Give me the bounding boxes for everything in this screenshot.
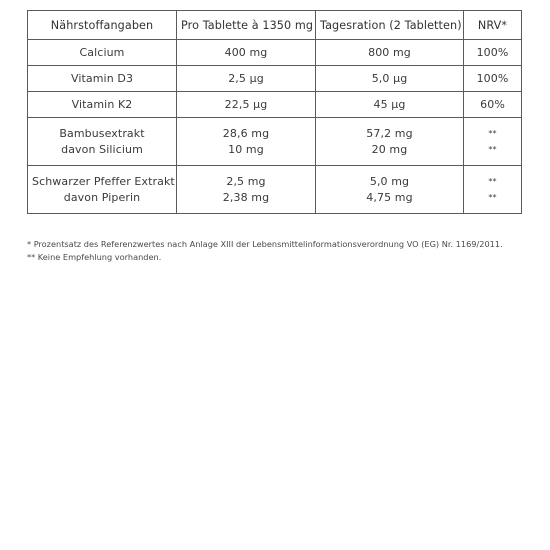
footnote-no-recommendation: ** Keine Empfehlung vorhanden. — [27, 251, 162, 262]
per-day-sub-line: 4,75 mg — [366, 190, 413, 204]
per-tablet-line: 400 mg — [224, 45, 268, 59]
table-row — [28, 118, 522, 166]
nrv-line: 100% — [476, 71, 509, 85]
nutrient-name — [28, 92, 177, 118]
nutrition-table — [27, 10, 522, 214]
nutrient-name-line: Vitamin D3 — [70, 71, 134, 85]
nutrient-sub-name-line: davon Silicium — [61, 142, 143, 156]
nrv-line: ** — [488, 128, 497, 138]
per-tablet-value — [177, 66, 316, 92]
per-tablet-line: 2,5 mg — [226, 174, 266, 188]
per-day-value — [316, 40, 464, 66]
per-day-line: 5,0 µg — [371, 71, 408, 85]
nrv-line: 100% — [476, 45, 509, 59]
per-tablet-sub-line: 2,38 mg — [222, 190, 270, 204]
per-day-value — [316, 92, 464, 118]
nrv-line: ** — [488, 176, 497, 186]
table-row — [28, 92, 522, 118]
nrv-value — [464, 40, 522, 66]
per-day-line: 45 µg — [373, 97, 406, 111]
table-header-row — [28, 11, 522, 40]
nutrient-name — [28, 40, 177, 66]
per-day-sub-line: 20 mg — [371, 142, 408, 156]
nrv-value — [464, 118, 522, 166]
header-per-tablet: Pro Tablette à 1350 mg — [177, 11, 316, 40]
nutrient-name — [28, 166, 177, 214]
nrv-value — [464, 166, 522, 214]
per-day-value — [316, 118, 464, 166]
nutrient-sub-name-line: davon Piperin — [63, 190, 141, 204]
table-row — [28, 66, 522, 92]
per-day-line: 57,2 mg — [366, 126, 413, 140]
per-day-line: 5,0 mg — [369, 174, 410, 188]
nutrient-name-line: Schwarzer Pfeffer Extrakt — [32, 174, 175, 188]
nrv-sub-line: ** — [488, 192, 497, 202]
per-day-value — [316, 66, 464, 92]
nutrient-name-line: Calcium — [79, 45, 125, 59]
per-tablet-value — [177, 118, 316, 166]
nrv-value — [464, 66, 522, 92]
table-row — [28, 166, 522, 214]
nutrient-name-line: Vitamin K2 — [71, 97, 133, 111]
per-tablet-line: 28,6 mg — [222, 126, 270, 140]
nutrient-name — [28, 118, 177, 166]
nutrient-name — [28, 66, 177, 92]
nrv-value — [464, 92, 522, 118]
per-tablet-line: 2,5 µg — [228, 71, 264, 85]
per-tablet-value — [177, 40, 316, 66]
header-per-day: Tagesration (2 Tabletten) — [316, 11, 464, 40]
footnote-nrv: * Prozentsatz des Referenzwertes nach Anlage XIII der Lebensmittelinformationsverordnung VO (EG) Nr. 1169/2011. — [27, 239, 503, 249]
footnotes — [27, 238, 521, 263]
per-day-value — [316, 166, 464, 214]
per-day-line: 800 mg — [368, 45, 411, 59]
nutrient-name-line: Bambusextrakt — [59, 126, 145, 140]
nrv-sub-line: ** — [488, 144, 497, 154]
header-nutrients: Nährstoffangaben — [28, 11, 177, 40]
per-tablet-value — [177, 92, 316, 118]
per-tablet-value — [177, 166, 316, 214]
header-nrv: NRV* — [464, 11, 522, 40]
per-tablet-sub-line: 10 mg — [228, 142, 264, 156]
per-tablet-line: 22,5 µg — [224, 97, 268, 111]
table-row — [28, 40, 522, 66]
nrv-line: 60% — [480, 97, 505, 111]
